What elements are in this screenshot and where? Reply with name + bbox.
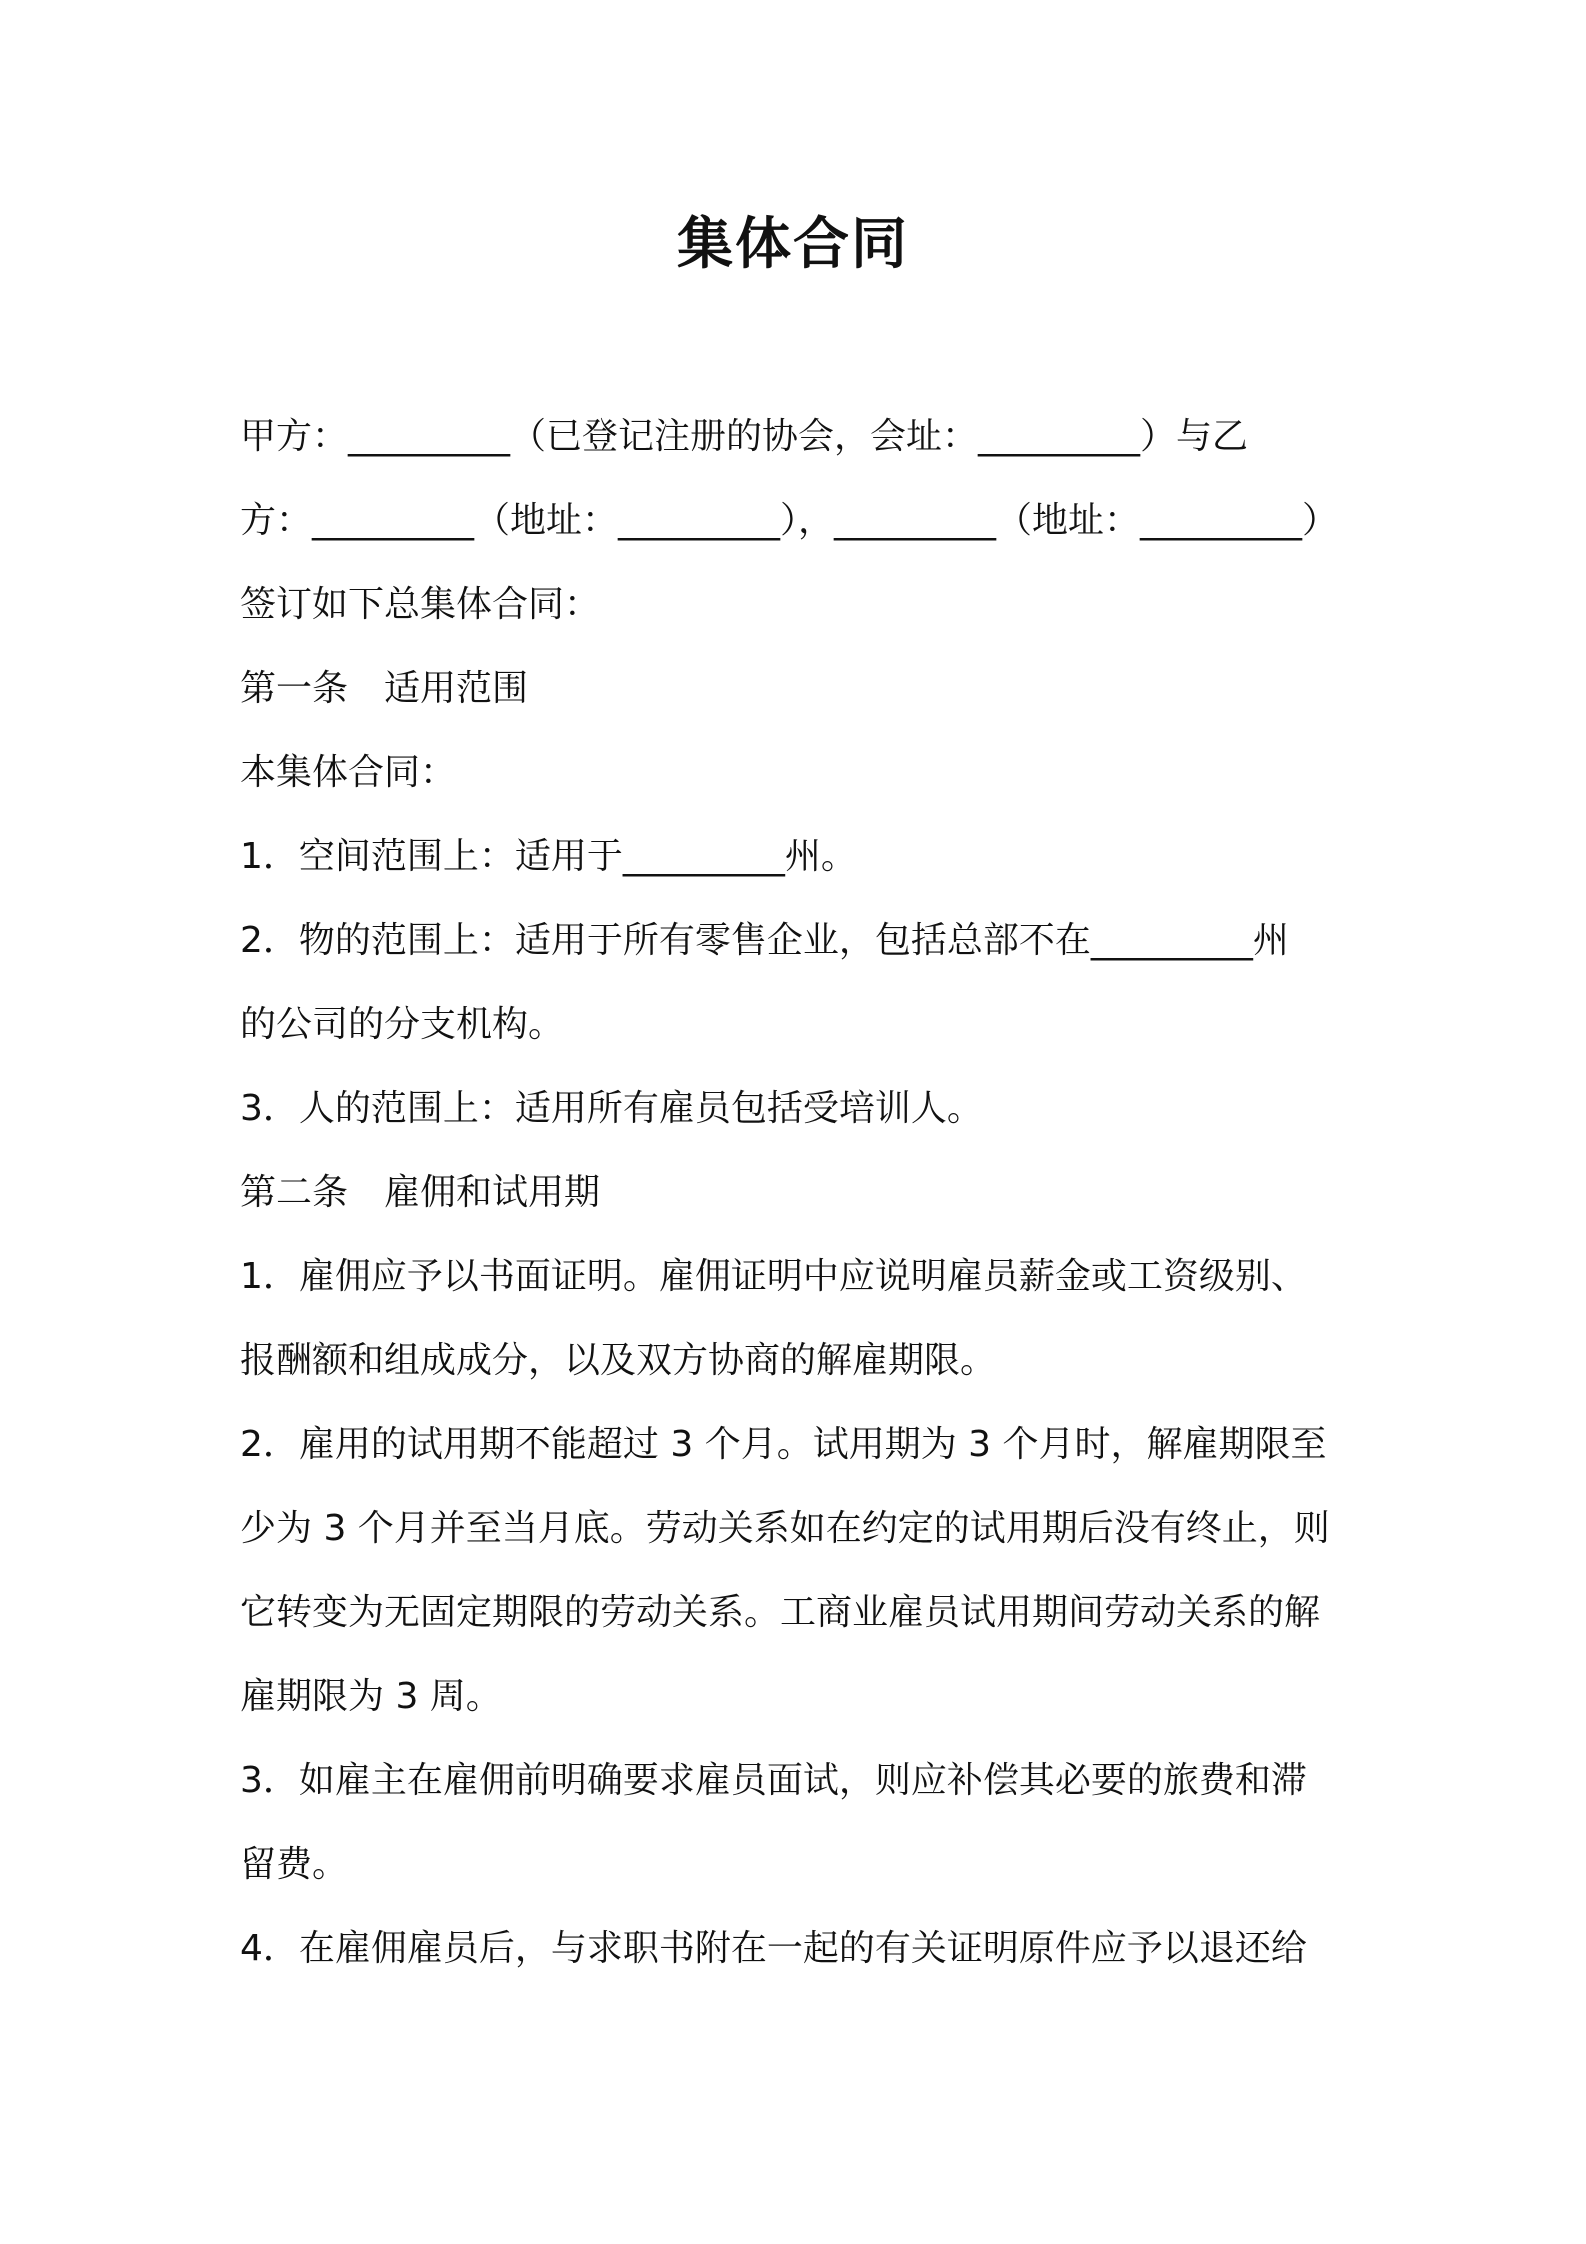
text-line: 本集体合同： [240,752,457,793]
text-line: 的公司的分支机构。 [240,1004,565,1045]
list-item: 2．物的范围上：适用于所有零售企业，包括总部不在_________州 [240,920,1289,961]
text-line: 方：_________（地址：_________），_________（地址：_________） [240,500,1339,541]
text-line: 雇期限为 3 周。 [240,1676,502,1717]
text-line: 少为 3 个月并至当月底。劳动关系如在约定的试用期后没有终止，则 [240,1508,1330,1549]
list-item: 1．雇佣应予以书面证明。雇佣证明中应说明雇员薪金或工资级别、 [240,1256,1307,1297]
text-line: 签订如下总集体合同： [240,584,601,625]
list-item: 3．如雇主在雇佣前明确要求雇员面试，则应补偿其必要的旅费和滞 [240,1760,1307,1801]
list-item: 4．在雇佣雇员后，与求职书附在一起的有关证明原件应予以退还给 [240,1928,1307,1969]
text-line: 报酬额和组成成分，以及双方协商的解雇期限。 [240,1340,997,1381]
text-line: 甲方：_________（已登记注册的协会，会址：_________）与乙 [240,416,1249,457]
section-heading: 第一条 适用范围 [240,668,529,709]
text-line: 它转变为无固定期限的劳动关系。工商业雇员试用期间劳动关系的解 [240,1592,1321,1633]
text-line: 留费。 [240,1844,349,1885]
list-item: 3．人的范围上：适用所有雇员包括受培训人。 [240,1088,983,1129]
document-body [240,395,1350,1991]
list-item: 1．空间范围上：适用于_________州。 [240,836,857,877]
section-heading: 第二条 雇佣和试用期 [240,1172,601,1213]
document-title: 集体合同 [677,212,909,277]
list-item: 2．雇用的试用期不能超过 3 个月。试用期为 3 个月时，解雇期限至 [240,1424,1327,1465]
